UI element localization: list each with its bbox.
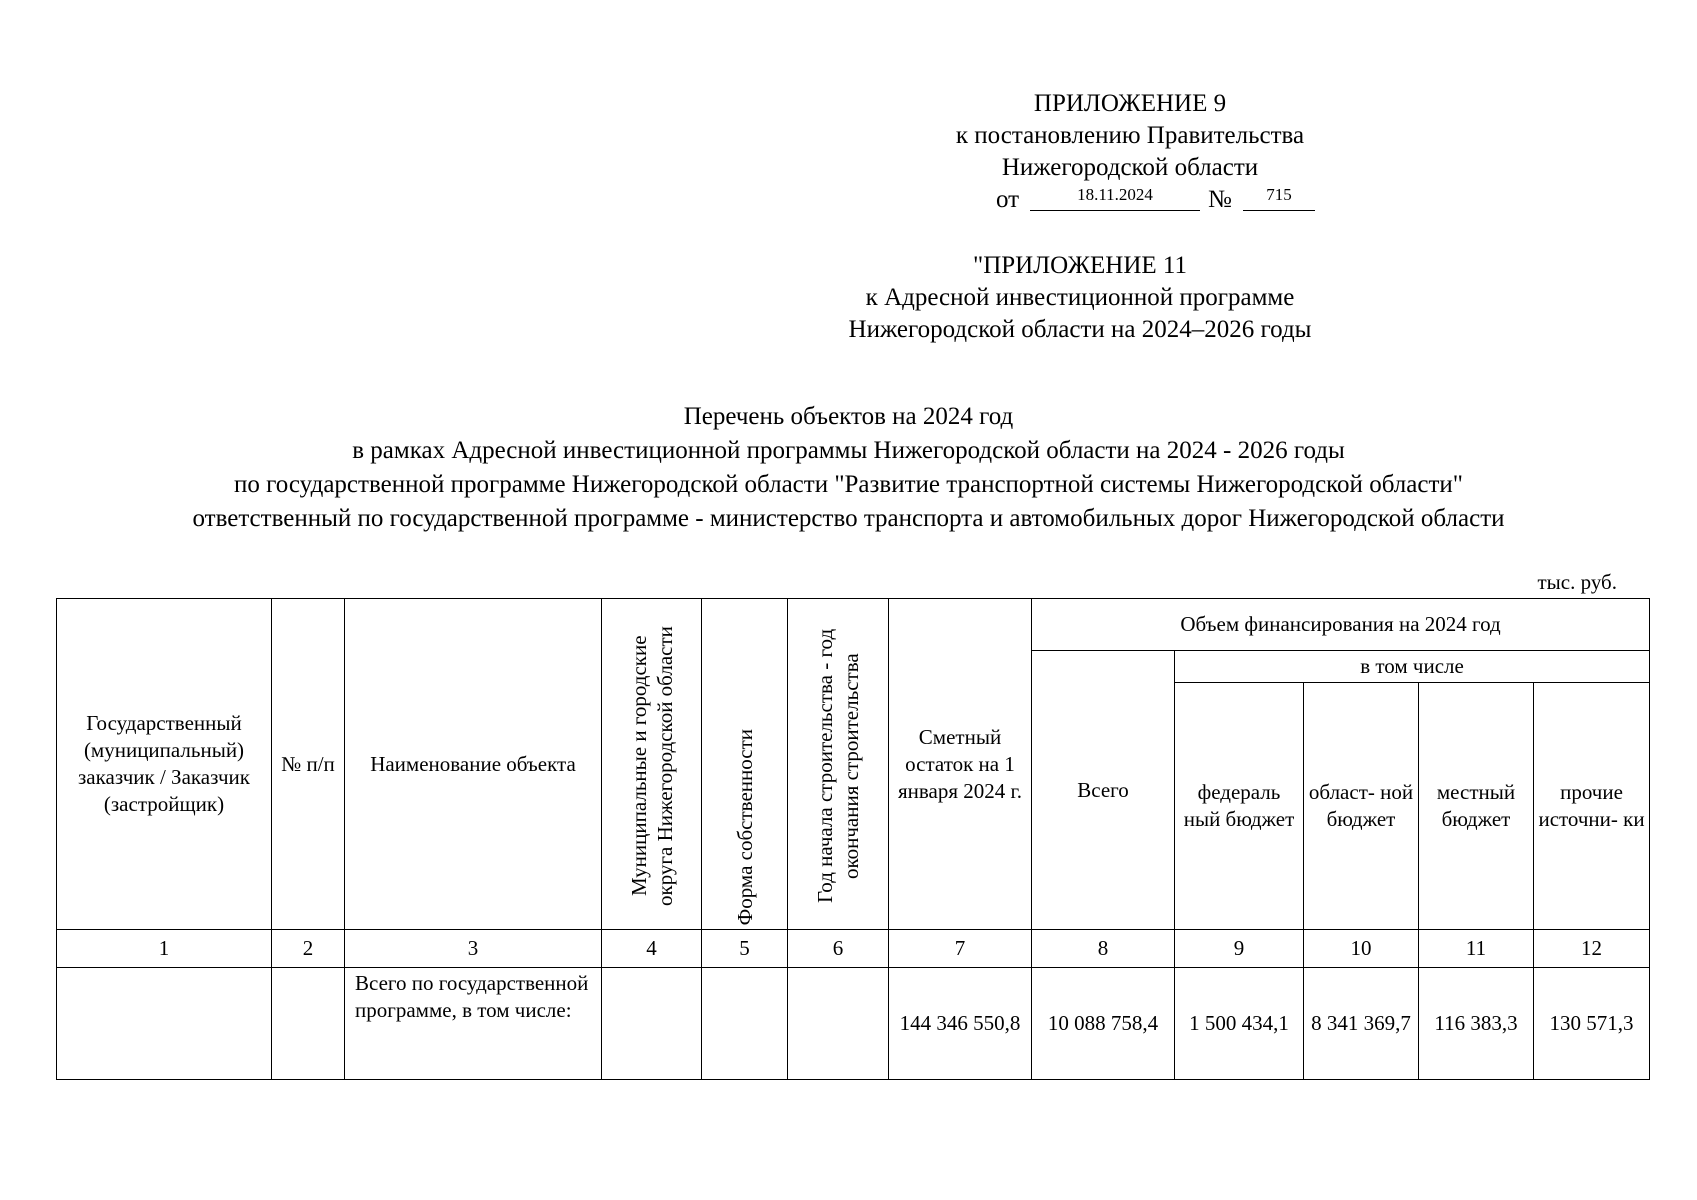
appendix-9-title: ПРИЛОЖЕНИЕ 9	[1033, 90, 1227, 117]
decree-date: 18.11.2024	[1030, 184, 1200, 211]
header-estimate: Сметный остаток на 1 января 2024 г.	[889, 599, 1032, 930]
total-regional: 8 341 369,7	[1304, 968, 1419, 1080]
decree-number: 715	[1243, 184, 1315, 211]
header-other: прочие источни- ки	[1534, 683, 1650, 930]
appendix-9-subtitle: к постановлению Правительства	[955, 122, 1305, 149]
total-years	[788, 968, 889, 1080]
appendix-9-region: Нижегородской области	[1001, 154, 1259, 181]
column-numbers-row	[57, 930, 1650, 968]
appendix-9-block	[900, 88, 1360, 216]
header-years-cell	[788, 599, 889, 930]
header-districts-cell	[602, 599, 702, 930]
header-row-1	[57, 599, 1650, 651]
col-number: 11	[1419, 930, 1534, 968]
col-number: 4	[602, 930, 702, 968]
from-label: от	[996, 186, 1020, 213]
number-label: №	[1208, 186, 1232, 213]
total-name: Всего по государственной программе, в том числе:	[345, 968, 602, 1080]
total-row	[57, 968, 1650, 1080]
total-federal: 1 500 434,1	[1175, 968, 1304, 1080]
investment-table	[56, 598, 1650, 1080]
header-object-name: Наименование объекта	[345, 599, 602, 930]
header-years: Год начала строительства - год окончания строительства	[813, 628, 863, 904]
col-number: 1	[57, 930, 272, 968]
header-num: № п/п	[272, 599, 345, 930]
total-local: 116 383,3	[1419, 968, 1534, 1080]
header-ownership-cell	[702, 599, 788, 930]
header-regional: област- ной бюджет	[1304, 683, 1419, 930]
appendix-11-subtitle: к Адресной инвестиционной программе	[865, 284, 1295, 311]
col-number: 12	[1534, 930, 1650, 968]
total-estimate: 144 346 550,8	[889, 968, 1032, 1080]
appendix-11-block	[800, 250, 1360, 346]
total-ownership	[702, 968, 788, 1080]
col-number: 9	[1175, 930, 1304, 968]
col-number: 8	[1032, 930, 1175, 968]
heading-line-4: ответственный по государственной программе - министерство транспорта и автомобильных дорог Нижегородской области	[192, 505, 1505, 532]
header-including: в том числе	[1175, 651, 1650, 683]
total-customer	[57, 968, 272, 1080]
header-funding: Объем финансирования на 2024 год	[1032, 599, 1650, 651]
decree-line	[900, 184, 1360, 216]
heading-line-2: в рамках Адресной инвестиционной программы Нижегородской области на 2024 - 2026 годы	[352, 437, 1345, 464]
header-ownership: Форма собственности	[732, 728, 757, 925]
header-federal: федераль ный бюджет	[1175, 683, 1304, 930]
col-number: 10	[1304, 930, 1419, 968]
unit-label: тыс. руб.	[1537, 570, 1617, 594]
col-number: 5	[702, 930, 788, 968]
appendix-11-title: "ПРИЛОЖЕНИЕ 11	[973, 252, 1187, 279]
header-total: Всего	[1032, 651, 1175, 930]
header-customer: Государственный (муниципальный) заказчик / Заказчик (застройщик)	[57, 599, 272, 930]
col-number: 6	[788, 930, 889, 968]
total-other: 130 571,3	[1534, 968, 1650, 1080]
col-number: 2	[272, 930, 345, 968]
heading-line-1: Перечень объектов на 2024 год	[683, 403, 1014, 430]
appendix-11-region: Нижегородской области на 2024–2026 годы	[848, 316, 1312, 343]
document-heading	[0, 400, 1697, 536]
header-districts: Муниципальные и городские округа Нижегородской области	[626, 626, 677, 906]
total-num	[272, 968, 345, 1080]
col-number: 3	[345, 930, 602, 968]
heading-line-3: по государственной программе Нижегородской области "Развитие транспортной системы Нижегородской области"	[234, 471, 1463, 498]
total-district	[602, 968, 702, 1080]
header-local: местный бюджет	[1419, 683, 1534, 930]
total-funding: 10 088 758,4	[1032, 968, 1175, 1080]
col-number: 7	[889, 930, 1032, 968]
